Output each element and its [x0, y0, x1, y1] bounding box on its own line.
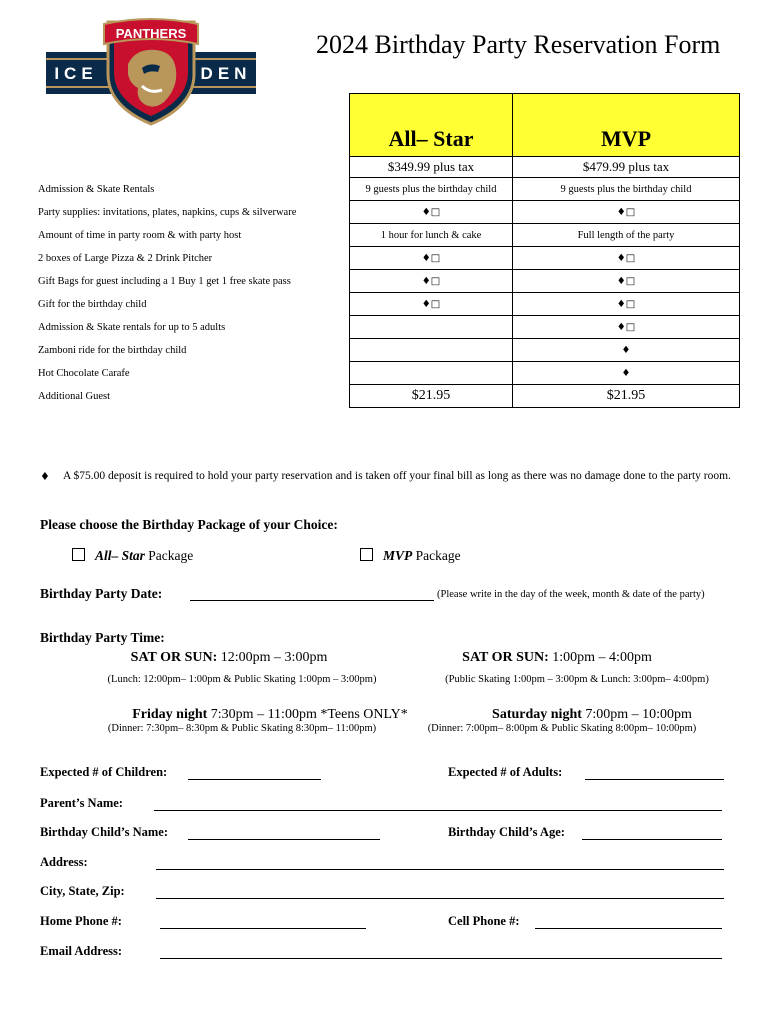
table-row [36, 362, 740, 385]
time-slot-2-label: SAT OR SUN: [462, 650, 549, 665]
feature-label: 2 boxes of Large Pizza & 2 Drink Pitcher [38, 252, 213, 264]
time-slot-1-label: SAT OR SUN: [130, 650, 218, 665]
table-rows [36, 178, 740, 408]
adults-label: Expected # of Adults: [448, 765, 563, 779]
allstar-cell: $21.95 [350, 385, 513, 408]
package-comparison-table [36, 93, 740, 408]
date-input-line[interactable] [190, 586, 434, 601]
home-phone-label: Home Phone #: [40, 914, 122, 928]
time-slot-1-time: 12:00pm – 3:00pm [220, 650, 328, 665]
package-price-allstar: $349.99 plus tax [350, 157, 513, 178]
mvp-cell: 9 guests plus the birthday child [513, 178, 740, 201]
allstar-cell [350, 339, 513, 362]
table-row [36, 201, 740, 224]
time-slot-2 [412, 650, 702, 666]
children-input-line[interactable] [188, 765, 321, 780]
allstar-cell [350, 362, 513, 385]
address-label: Address: [40, 855, 88, 869]
allstar-cell: ♦□ [350, 270, 513, 293]
choice-mvp-name: MVP [383, 548, 413, 563]
table-row [36, 224, 740, 247]
date-label: Birthday Party Date: [40, 586, 163, 601]
feature-label: Admission & Skate Rentals [38, 183, 155, 195]
package-name-mvp: MVP [513, 94, 740, 157]
time-slot-1-detail: (Lunch: 12:00pm– 1:00pm & Public Skating 1:00pm – 3:00pm) [107, 674, 377, 685]
allstar-cell: 9 guests plus the birthday child [350, 178, 513, 201]
adults-input-line[interactable] [585, 765, 724, 780]
mvp-cell: $21.95 [513, 385, 740, 408]
feature-label: Admission & Skate rentals for up to 5 adults [38, 321, 226, 333]
city-input-line[interactable] [156, 884, 724, 899]
time-slot-4-label: Saturday night [492, 707, 582, 722]
form-title: 2024 Birthday Party Reservation Form [316, 30, 721, 59]
child-age-label: Birthday Child’s Age: [448, 825, 565, 839]
choice-mvp-suffix: Package [415, 548, 461, 563]
email-input-line[interactable] [160, 944, 722, 959]
time-slot-4-time: 7:00pm – 10:00pm [585, 707, 692, 722]
allstar-cell: ♦□ [350, 293, 513, 316]
address-input-line[interactable] [156, 855, 724, 870]
choice-allstar-name: All– Star [95, 548, 145, 563]
mvp-cell: ♦ [513, 339, 740, 362]
table-row [36, 385, 740, 408]
mvp-cell: ♦□ [513, 316, 740, 339]
home-phone-input-line[interactable] [160, 914, 366, 929]
table-price-row [36, 157, 740, 178]
deposit-bullet-icon: ♦ [40, 470, 50, 483]
package-price-mvp: $479.99 plus tax [513, 157, 740, 178]
time-slot-2-time: 1:00pm – 4:00pm [552, 650, 652, 665]
feature-label: Amount of time in party room & with party host [38, 229, 242, 241]
allstar-checkbox[interactable] [72, 548, 85, 561]
children-label: Expected # of Children: [40, 765, 168, 779]
email-label: Email Address: [40, 944, 123, 958]
time-label: Birthday Party Time: [40, 630, 165, 645]
time-slot-3-label: Friday night [132, 707, 208, 722]
time-slot-4-detail: (Dinner: 7:00pm– 8:00pm & Public Skating 8:00pm– 10:00pm) [427, 723, 697, 734]
choice-allstar[interactable] [72, 548, 193, 564]
feature-label: Additional Guest [38, 390, 111, 402]
table-row [36, 270, 740, 293]
mvp-cell: Full length of the party [513, 224, 740, 247]
child-name-label: Birthday Child’s Name: [40, 825, 169, 839]
parent-input-line[interactable] [154, 796, 722, 811]
time-slot-3-time: 7:30pm – 11:00pm *Teens ONLY* [210, 707, 408, 722]
time-slot-1 [0, 650, 458, 666]
date-hint: (Please write in the day of the week, month & date of the party) [437, 589, 705, 600]
feature-label: Hot Chocolate Carafe [38, 367, 130, 379]
table-row [36, 339, 740, 362]
mvp-cell: ♦□ [513, 247, 740, 270]
choice-mvp[interactable] [360, 548, 461, 564]
feature-label: Party supplies: invitations, plates, napkins, cups & silverware [38, 206, 297, 218]
time-slot-4 [452, 707, 732, 723]
mvp-cell: ♦□ [513, 270, 740, 293]
allstar-cell [350, 316, 513, 339]
time-slot-2-detail: (Public Skating 1:00pm – 3:00pm & Lunch: 3:00pm– 4:00pm) [445, 674, 709, 685]
cell-phone-label: Cell Phone #: [448, 914, 520, 928]
city-label: City, State, Zip: [40, 884, 125, 898]
allstar-cell: ♦□ [350, 201, 513, 224]
mvp-cell: ♦□ [513, 293, 740, 316]
feature-label: Gift for the birthday child [38, 298, 147, 310]
logo-top-text: PANTHERS [115, 26, 187, 41]
parent-label: Parent’s Name: [40, 796, 123, 810]
allstar-cell: ♦□ [350, 247, 513, 270]
mvp-checkbox[interactable] [360, 548, 373, 561]
feature-label: Gift Bags for guest including a 1 Buy 1 get 1 free skate pass [38, 275, 291, 287]
child-age-input-line[interactable] [582, 825, 722, 840]
feature-label: Zamboni ride for the birthday child [38, 344, 187, 356]
choice-allstar-suffix: Package [148, 548, 194, 563]
mvp-cell: ♦ [513, 362, 740, 385]
mvp-cell: ♦□ [513, 201, 740, 224]
table-row [36, 293, 740, 316]
table-row [36, 178, 740, 201]
logo-left-text: ICE [54, 64, 98, 83]
child-name-input-line[interactable] [188, 825, 380, 840]
choose-package-heading: Please choose the Birthday Package of your Choice: [40, 517, 338, 532]
deposit-note: A $75.00 deposit is required to hold your party reservation and is taken off your final bill as long as there was no damage done to the party room. [63, 470, 731, 482]
cell-phone-input-line[interactable] [535, 914, 722, 929]
package-name-allstar: All– Star [350, 94, 513, 157]
table-header-row [36, 94, 740, 157]
logo-right-text: DEN [200, 64, 252, 83]
time-slot-3-detail: (Dinner: 7:30pm– 8:30pm & Public Skating 8:30pm– 11:00pm) [107, 723, 377, 734]
table-row [36, 316, 740, 339]
table-row [36, 247, 740, 270]
allstar-cell: 1 hour for lunch & cake [350, 224, 513, 247]
